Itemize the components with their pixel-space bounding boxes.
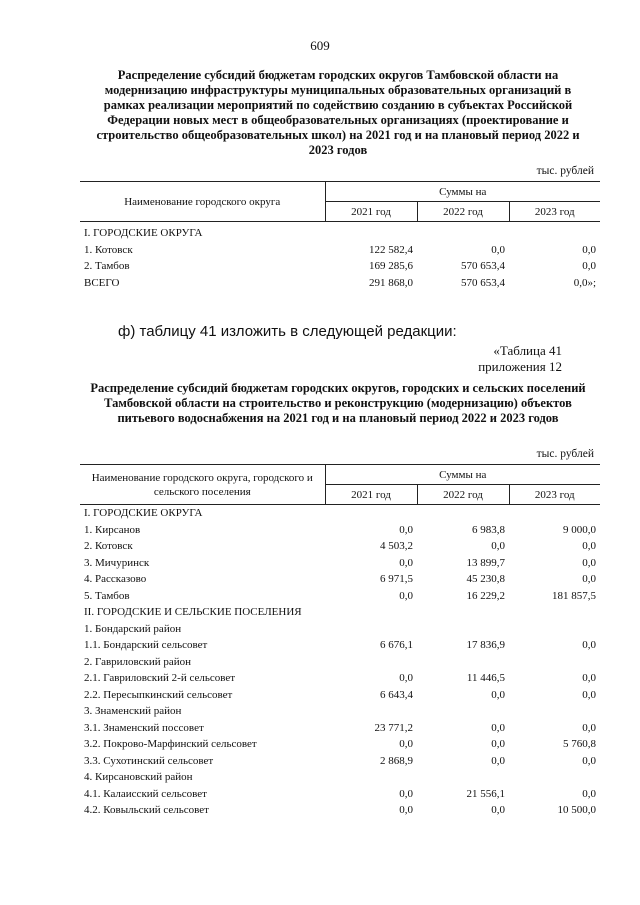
row-2022: 570 653,4 [461,260,505,273]
row-2023: 0,0 [582,556,596,569]
row-name: 3.3. Сухотинский сельсовет [84,754,214,767]
table-row [80,555,600,572]
row-2023: 0,0 [582,260,596,273]
total-label: ВСЕГО [84,276,120,289]
table1-header-2022: 2022 год [417,202,509,222]
row-name: 1. Котовск [84,243,133,256]
row-2021: 6 676,1 [380,639,413,652]
row-2022 [417,621,509,638]
row-2021 [325,604,417,621]
row-name: 2.1. Гавриловский 2-й сельсовет [84,672,236,685]
row-2021 [325,621,417,638]
row-2021: 122 582,4 [369,243,413,256]
table1-units: тыс. рублей [536,165,594,177]
page-number: 609 [310,38,330,53]
table-row [80,753,600,770]
row-2022: 17 836,9 [466,639,505,652]
section-heading: II. ГОРОДСКИЕ И СЕЛЬСКИЕ ПОСЕЛЕНИЯ [84,606,302,619]
row-2022: 0,0 [491,540,505,553]
table-row [80,637,600,654]
row-2022 [417,505,509,522]
row-2022 [417,604,509,621]
row-2023: 5 760,8 [563,738,596,751]
table1-header-2021: 2021 год [325,202,417,222]
row-name: 4.2. Ковыльский сельсовет [84,804,209,817]
row-2023: 0,0 [582,787,596,800]
table-ref-line1: «Таблица 41 [493,343,562,358]
section-row [80,703,600,720]
row-2021: 0,0 [399,556,413,569]
total-row [80,275,600,292]
table-row [80,736,600,753]
total-2023: 0,0»; [573,276,596,289]
row-2022: 16 229,2 [466,589,505,602]
table1 [80,181,600,291]
row-name: 4. Рассказово [84,573,147,586]
row-2022: 11 446,5 [466,672,505,685]
row-2022: 0,0 [491,738,505,751]
row-2021: 0,0 [399,804,413,817]
table-reference [478,343,562,375]
table2-header-2023: 2023 год [509,485,600,505]
row-name: 4.1. Калаисский сельсовет [84,787,207,800]
row-2022: 13 899,7 [466,556,505,569]
table2-header-2021: 2021 год [325,485,417,505]
row-2021 [325,505,417,522]
table-row [80,588,600,605]
table-row [80,538,600,555]
row-name: 1.1. Бондарский сельсовет [84,639,208,652]
row-2022: 0,0 [491,688,505,701]
table1-header-sums: Суммы на [325,182,600,202]
row-2021: 0,0 [399,523,413,536]
row-2022: 0,0 [491,804,505,817]
row-2021: 169 285,6 [369,260,413,273]
table-ref-line2: приложения 12 [478,359,562,374]
table-row [80,242,600,259]
row-2022: 21 556,1 [466,787,505,800]
total-2022: 570 653,4 [461,276,505,289]
table1-title: Распределение субсидий бюджетам городских округов Тамбовской области на модернизацию инфраструктуры муниципальных образовательных организаций в рамках реализации мероприятий по содействию созданию в субъектах Российской Федерации новых мест в общеобразовательных организациях (проектирование и строительство общеобразовательных школ) на 2021 год и на плановый период 2022 и 2023 годов [96,68,580,157]
table2-header-2022: 2022 год [417,485,509,505]
row-2022 [417,703,509,720]
section-row [80,621,600,638]
row-name: 2. Тамбов [84,260,130,273]
table1-header-name: Наименование городского округа [80,182,325,222]
row-2022 [417,654,509,671]
amendment-paragraph: ф) таблицу 41 изложить в следующей редакции: [118,323,457,340]
table2-title: Распределение субсидий бюджетам городских округов, городских и сельских поселений Тамбовской области на строительство и реконструкцию (модернизацию) объектов питьевого водоснабжения на 2021 год и на плановый период 2022 и 2023 годов [90,381,586,425]
row-2022: 45 230,8 [466,573,505,586]
row-2021: 0,0 [399,738,413,751]
row-2023 [509,769,600,786]
row-2021: 4 503,2 [380,540,413,553]
table-row [80,571,600,588]
row-2021 [325,769,417,786]
table-row [80,258,600,275]
section-row [80,769,600,786]
table1-section: I. ГОРОДСКИЕ ОКРУГА [84,227,203,240]
section-heading: 3. Знаменский район [84,705,182,718]
row-2023: 0,0 [582,672,596,685]
row-2022: 6 983,8 [472,523,505,536]
row-2022: 0,0 [491,754,505,767]
row-2023 [509,621,600,638]
row-name: 3.2. Покрово-Марфинский сельсовет [84,738,257,751]
section-heading: 1. Бондарский район [84,622,182,635]
row-name: 2.2. Пересыпкинский сельсовет [84,688,233,701]
table-row [80,786,600,803]
row-2023: 0,0 [582,721,596,734]
table2-header-name: Наименование городского округа, городского и сельского поселения [80,465,325,505]
section-row [80,654,600,671]
table-row [80,670,600,687]
table-row [80,522,600,539]
row-2021 [325,654,417,671]
row-2023: 10 500,0 [557,804,596,817]
row-2021 [325,703,417,720]
row-2022: 0,0 [491,243,505,256]
row-name: 5. Тамбов [84,589,130,602]
row-2023: 181 857,5 [552,589,596,602]
row-2021: 0,0 [399,672,413,685]
table2-header-sums: Суммы на [325,465,600,485]
row-2023 [509,604,600,621]
row-2021: 0,0 [399,787,413,800]
row-2023: 0,0 [582,540,596,553]
table-row [80,802,600,819]
row-2023: 0,0 [582,243,596,256]
section-heading: I. ГОРОДСКИЕ ОКРУГА [84,507,203,520]
row-2023 [509,505,600,522]
row-2023: 9 000,0 [563,523,596,536]
row-name: 1. Кирсанов [84,523,141,536]
row-2023: 0,0 [582,639,596,652]
row-name: 3. Мичуринск [84,556,150,569]
row-2021: 23 771,2 [374,721,413,734]
table2-units: тыс. рублей [536,448,594,460]
section-row [80,505,600,522]
row-2022: 0,0 [491,721,505,734]
section-heading: 2. Гавриловский район [84,655,192,668]
row-2021: 6 971,5 [380,573,413,586]
row-2023 [509,703,600,720]
row-2022 [417,769,509,786]
section-row [80,604,600,621]
total-2021: 291 868,0 [369,276,413,289]
row-2021: 2 868,9 [380,754,413,767]
table1-header-2023: 2023 год [509,202,600,222]
row-2023: 0,0 [582,754,596,767]
row-2023 [509,654,600,671]
row-2023: 0,0 [582,688,596,701]
row-2023: 0,0 [582,573,596,586]
row-name: 3.1. Знаменский поссовет [84,721,204,734]
row-2021: 0,0 [399,589,413,602]
section-heading: 4. Кирсановский район [84,771,193,784]
row-name: 2. Котовск [84,540,133,553]
table2 [80,464,600,819]
table-row [80,720,600,737]
table-row [80,687,600,704]
row-2021: 6 643,4 [380,688,413,701]
